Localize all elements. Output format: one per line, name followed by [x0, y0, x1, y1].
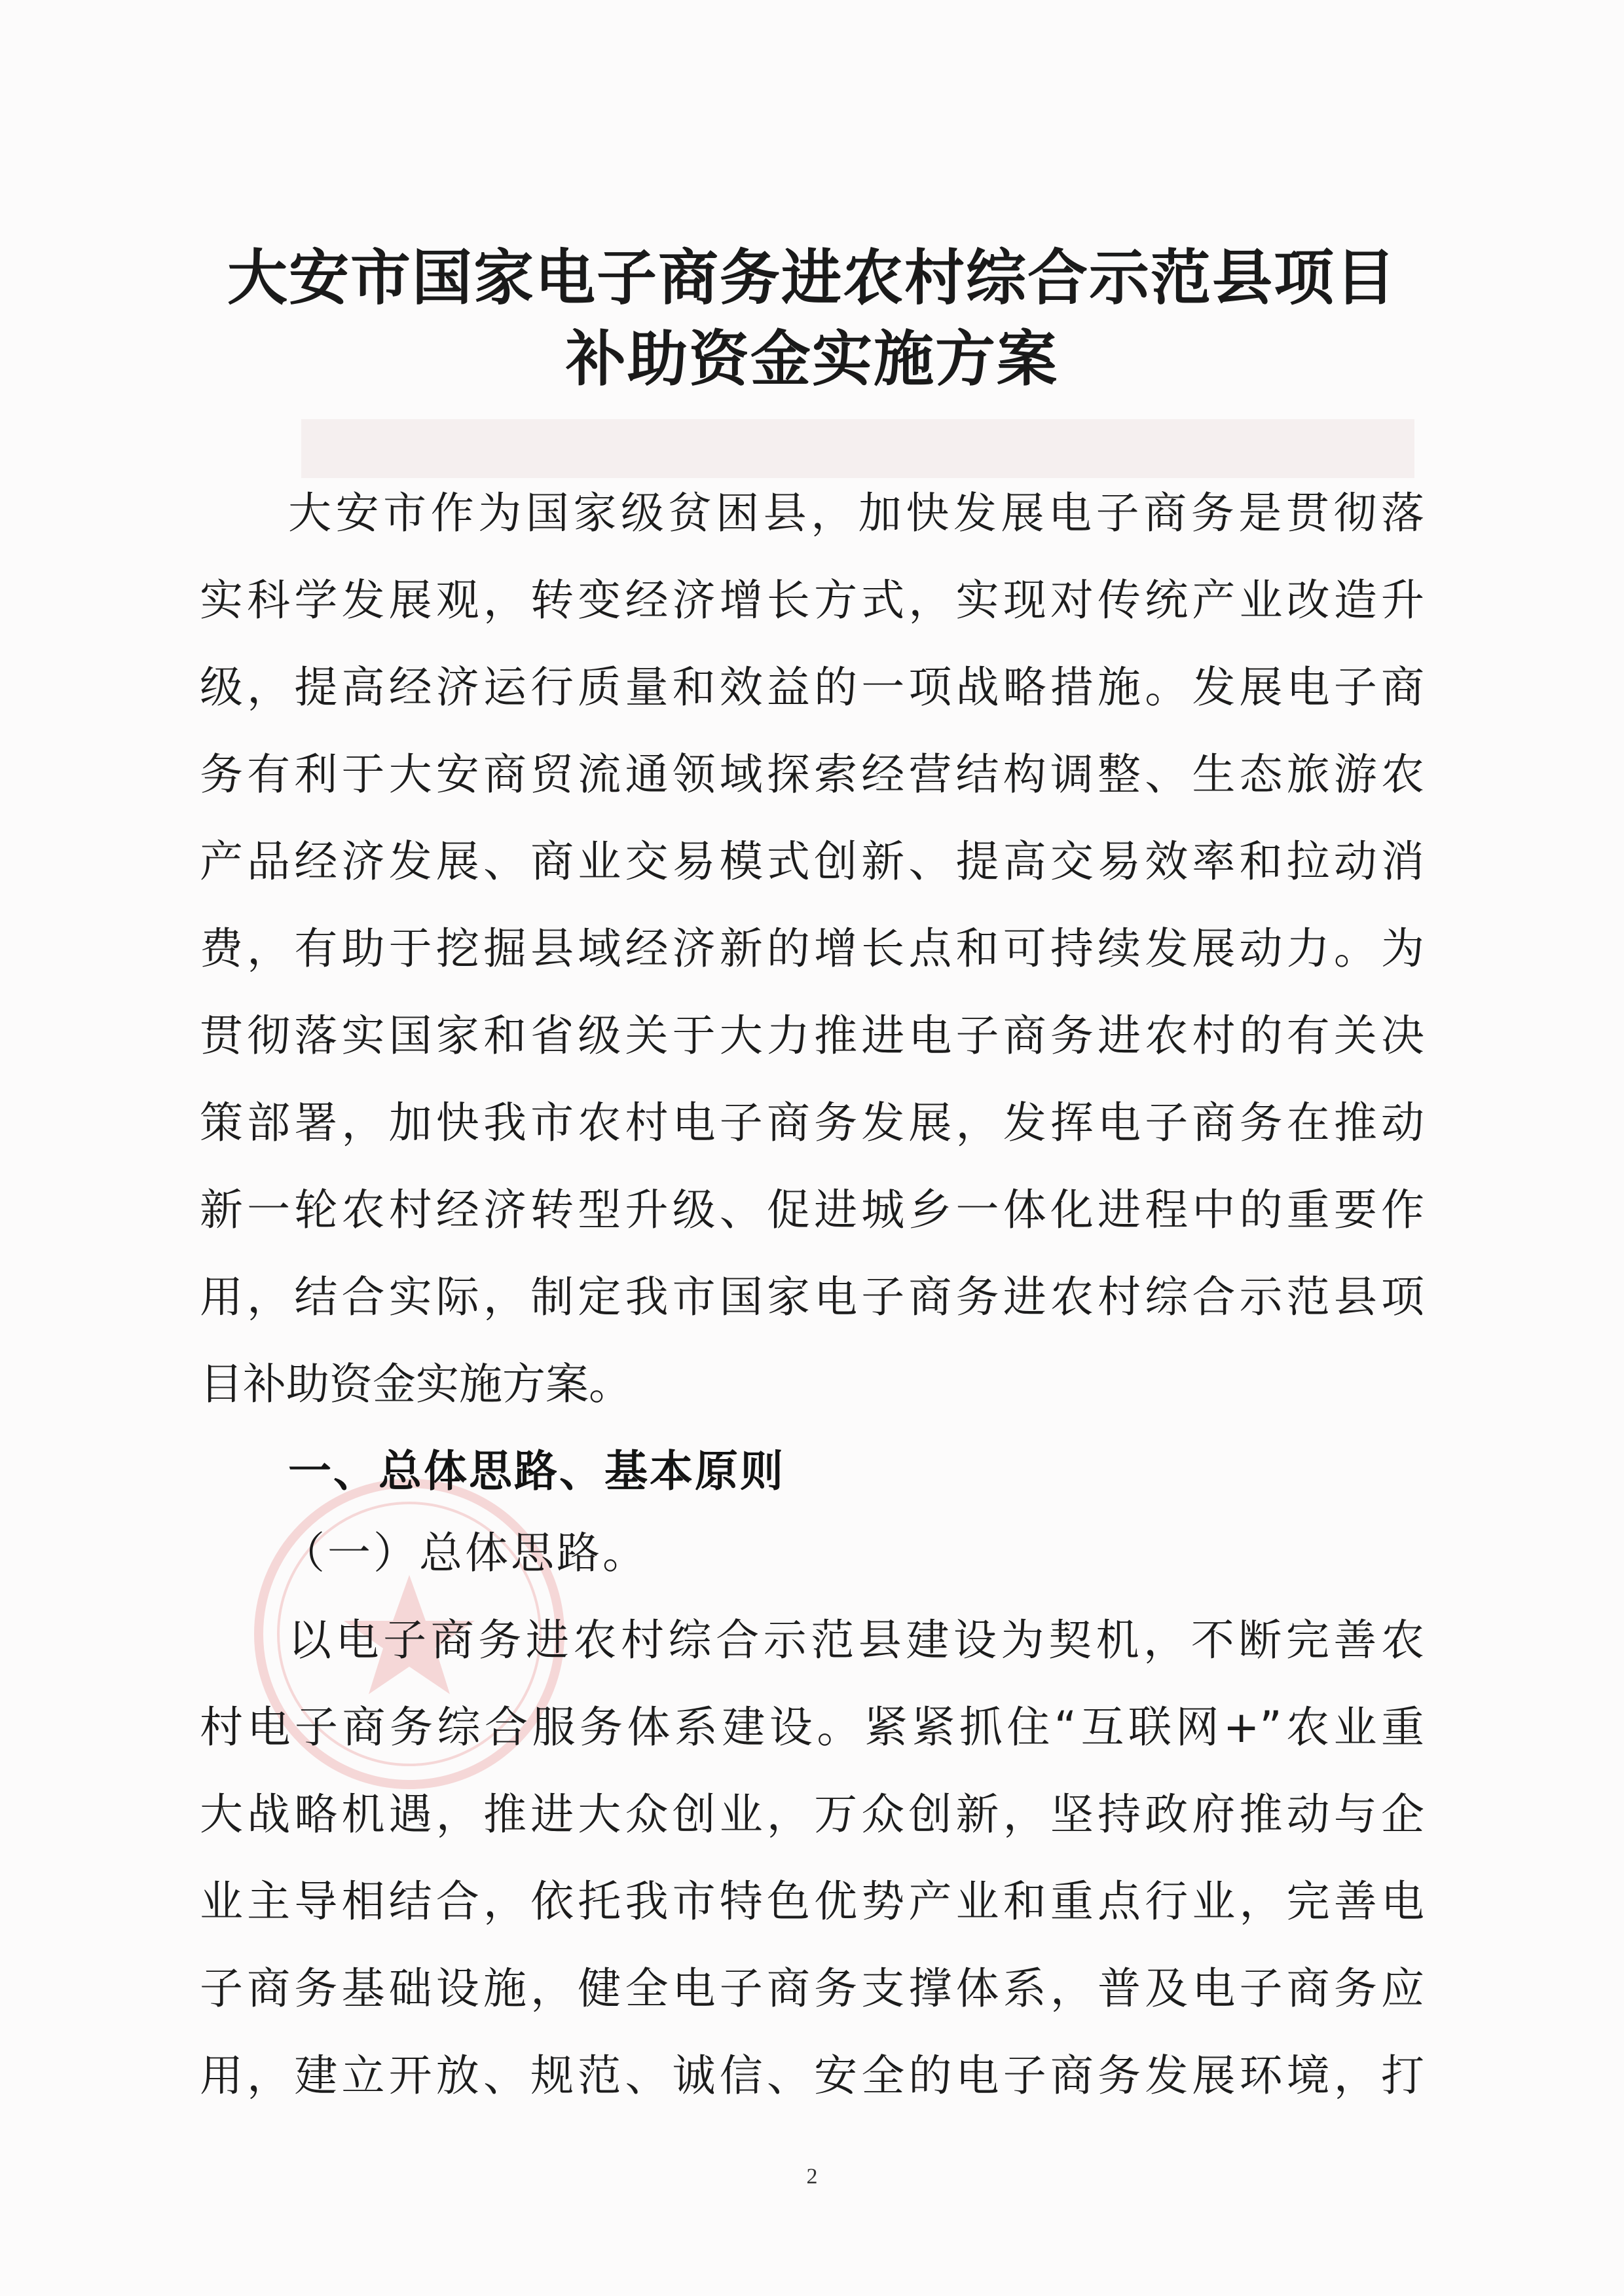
paragraph-2-line: 子商务基础设施，健全电子商务支撑体系，普及电子商务应	[200, 1963, 1424, 2014]
paragraph-1-line: 贯彻落实国家和省级关于大力推进电子商务进农村的有关决	[200, 1010, 1424, 1061]
paragraph-1-line: 级，提高经济运行质量和效益的一项战略措施。发展电子商	[200, 662, 1424, 713]
section-1-heading: 一、总体思路、基本原则	[288, 1446, 785, 1496]
paragraph-2-line: 业主导相结合，依托我市特色优势产业和重点行业，完善电	[200, 1876, 1424, 1927]
paragraph-2-line: 用，建立开放、规范、诚信、安全的电子商务发展环境，打	[200, 2050, 1424, 2101]
paragraph-2-line: 村电子商务综合服务体系建设。紧紧抓住“互联网+”农业重	[200, 1702, 1424, 1752]
paragraph-1-line: 用，结合实际，制定我市国家电子商务进农村综合示范县项	[200, 1272, 1424, 1322]
paragraph-2-line: 以电子商务进农村综合示范县建设为契机，不断完善农	[288, 1615, 1424, 1665]
paragraph-1-line: 策部署，加快我市农村电子商务发展，发挥电子商务在推动	[200, 1098, 1424, 1148]
document-title-line-2: 补助资金实施方案	[565, 324, 1058, 394]
subsection-1-heading: （一）总体思路。	[282, 1528, 648, 1578]
page-number: 2	[806, 2164, 818, 2189]
paragraph-1-line: 新一轮农村经济转型升级、促进城乡一体化进程中的重要作	[200, 1185, 1424, 1235]
paragraph-1-line: 务有利于大安商贸流通领域探索经营结构调整、生态旅游农	[200, 749, 1424, 800]
paragraph-2-line: 大战略机遇，推进大众创业，万众创新，坚持政府推动与企	[200, 1789, 1424, 1840]
paragraph-1-line: 目补助资金实施方案。	[200, 1359, 632, 1409]
paragraph-1-line: 费，有助于挖掘县域经济新的增长点和可持续发展动力。为	[200, 923, 1424, 974]
paragraph-1-line: 实科学发展观，转变经济增长方式，实现对传统产业改造升	[200, 575, 1424, 625]
document-title-line-1: 大安市国家电子商务进农村综合示范县项目	[227, 242, 1397, 313]
paragraph-1-line: 产品经济发展、商业交易模式创新、提高交易效率和拉动消	[200, 836, 1424, 887]
paragraph-1-line: 大安市作为国家级贫困县，加快发展电子商务是贯彻落	[288, 488, 1424, 538]
